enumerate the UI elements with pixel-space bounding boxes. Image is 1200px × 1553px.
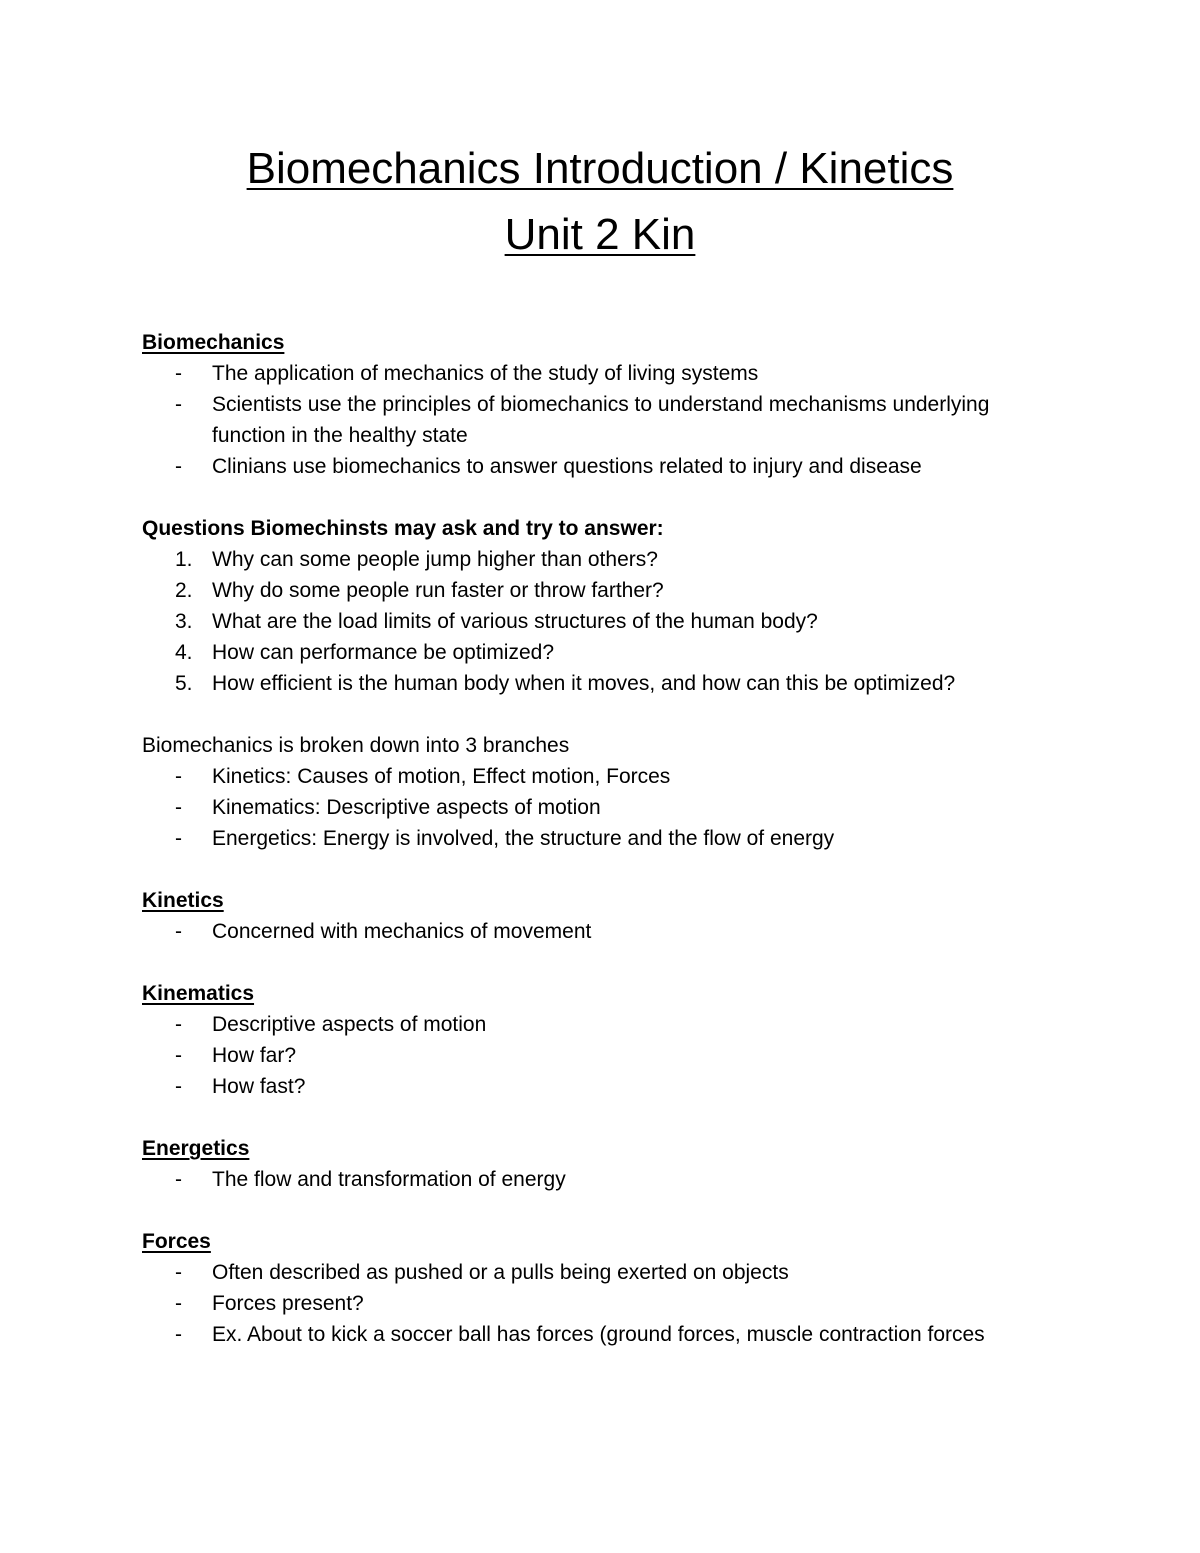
list-item-text: The application of mechanics of the study of living systems [212,362,759,385]
kinetics-list [142,916,1062,947]
list-item-text: Concerned with mechanics of movement [212,920,592,943]
list-item [142,606,1062,637]
list-item [142,761,1062,792]
biomechanics-list [142,358,1062,482]
list-item-text: Kinematics: Descriptive aspects of motion [212,796,601,819]
dash-marker: - [175,1261,182,1284]
list-item [142,544,1062,575]
number-marker: 4. [175,641,193,664]
dash-marker: - [175,765,182,788]
list-item-text: The flow and transformation of energy [212,1168,566,1191]
dash-marker: - [175,393,182,416]
list-item [142,1164,1062,1195]
document-body [142,327,1062,1350]
kinematics-list [142,1009,1062,1102]
list-item [142,792,1062,823]
section-heading-kinematics: Kinematics [142,982,255,1005]
list-item [142,389,1062,451]
list-item-text: How far? [212,1044,297,1067]
list-item-text: Clinians use biomechanics to answer questions related to injury and disease [212,455,922,478]
list-item [142,1319,1062,1350]
section-heading-forces: Forces [142,1230,211,1253]
number-marker: 5. [175,672,193,695]
list-item [142,637,1062,668]
list-item [142,1071,1062,1102]
number-marker: 2. [175,579,193,602]
list-item [142,1040,1062,1071]
list-item-text: Energetics: Energy is involved, the structure and the flow of energy [212,827,835,850]
number-marker: 1. [175,548,193,571]
list-item-text: Why can some people jump higher than others? [212,548,658,571]
dash-marker: - [175,455,182,478]
list-item-text: What are the load limits of various structures of the human body? [212,610,818,633]
number-marker: 3. [175,610,193,633]
section-heading-branches: Biomechanics is broken down into 3 branches [142,734,570,757]
list-item-text: Often described as pushed or a pulls being exerted on objects [212,1261,789,1284]
list-item [142,451,1062,482]
list-item [142,1009,1062,1040]
list-item [142,358,1062,389]
section-heading-kinetics: Kinetics [142,889,224,912]
energetics-list [142,1164,1062,1195]
dash-marker: - [175,1013,182,1036]
branches-list [142,761,1062,854]
dash-marker: - [175,1292,182,1315]
list-item [142,575,1062,606]
list-item-text: Why do some people run faster or throw farther? [212,579,664,602]
document-title: Biomechanics Introduction / Kinetics [246,144,954,193]
questions-list [142,544,1062,699]
section-heading-energetics: Energetics [142,1137,250,1160]
list-item-text: Descriptive aspects of motion [212,1013,487,1036]
dash-marker: - [175,796,182,819]
forces-list [142,1257,1062,1350]
list-item-text: How can performance be optimized? [212,641,555,664]
dash-marker: - [175,1323,182,1346]
list-item-text: Kinetics: Causes of motion, Effect motion, Forces [212,765,671,788]
dash-marker: - [175,827,182,850]
section-heading-biomechanics: Biomechanics [142,331,285,354]
dash-marker: - [175,920,182,943]
dash-marker: - [175,1075,182,1098]
list-item [142,916,1062,947]
list-item-text: Scientists use the principles of biomechanics to understand mechanisms underlying function in the healthy state [212,393,990,447]
dash-marker: - [175,362,182,385]
list-item-text: How fast? [212,1075,306,1098]
document-subtitle: Unit 2 Kin [504,210,696,259]
section-heading-questions: Questions Biomechinsts may ask and try to answer: [142,517,664,540]
list-item-text: Ex. About to kick a soccer ball has forces (ground forces, muscle contraction forces [212,1323,985,1346]
list-item [142,1257,1062,1288]
list-item [142,1288,1062,1319]
list-item [142,668,1062,699]
list-item-text: How efficient is the human body when it moves, and how can this be optimized? [212,672,956,695]
dash-marker: - [175,1044,182,1067]
dash-marker: - [175,1168,182,1191]
list-item [142,823,1062,854]
list-item-text: Forces present? [212,1292,364,1315]
